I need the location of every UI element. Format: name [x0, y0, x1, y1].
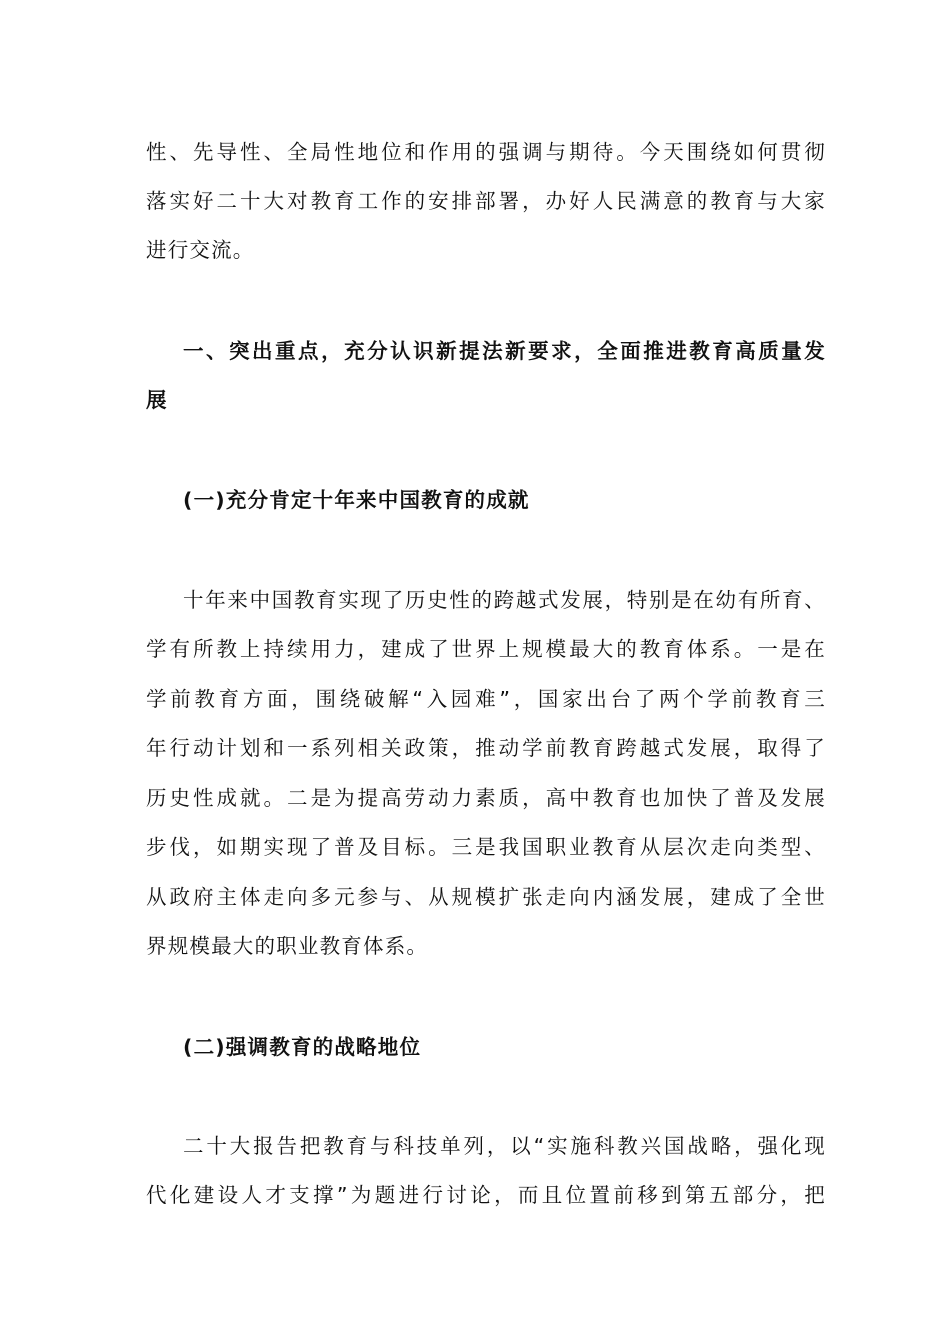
paragraph-line: 历史性成就。二是为提高劳动力素质，高中教育也加快了普及发展 [146, 786, 826, 810]
paragraph-line: 性、先导性、全局性地位和作用的强调与期待。今天围绕如何贯彻 [146, 140, 826, 164]
subsection-heading: (一)充分肯定十年来中国教育的成就 [183, 488, 530, 512]
paragraph-line: 二十大报告把教育与科技单列，以“实施科教兴国战略，强化现 [183, 1134, 826, 1158]
paragraph-line: 学有所教上持续用力，建成了世界上规模最大的教育体系。一是在 [146, 637, 826, 661]
paragraph-line: 界规模最大的职业教育体系。 [146, 934, 429, 958]
paragraph-line: 进行交流。 [146, 238, 255, 262]
paragraph-line: 落实好二十大对教育工作的安排部署，办好人民满意的教育与大家 [146, 189, 826, 213]
paragraph-line: 从政府主体走向多元参与、从规模扩张走向内涵发展，建成了全世 [146, 885, 826, 909]
paragraph-line: 年行动计划和一系列相关政策，推动学前教育跨越式发展，取得了 [146, 736, 826, 760]
paragraph-line: 十年来中国教育实现了历史性的跨越式发展，特别是在幼有所育、 [183, 588, 826, 612]
section-heading-continuation: 展 [146, 388, 168, 412]
paragraph-line: 代化建设人才支撑”为题进行讨论，而且位置前移到第五部分，把 [146, 1183, 826, 1207]
subsection-heading: (二)强调教育的战略地位 [183, 1035, 422, 1059]
section-heading: 一、突出重点，充分认识新提法新要求，全面推进教育高质量发 [183, 339, 826, 363]
paragraph-line: 学前教育方面，围绕破解“入园难”，国家出台了两个学前教育三 [146, 687, 826, 711]
paragraph-line: 步伐，如期实现了普及目标。三是我国职业教育从层次走向类型、 [146, 835, 826, 859]
